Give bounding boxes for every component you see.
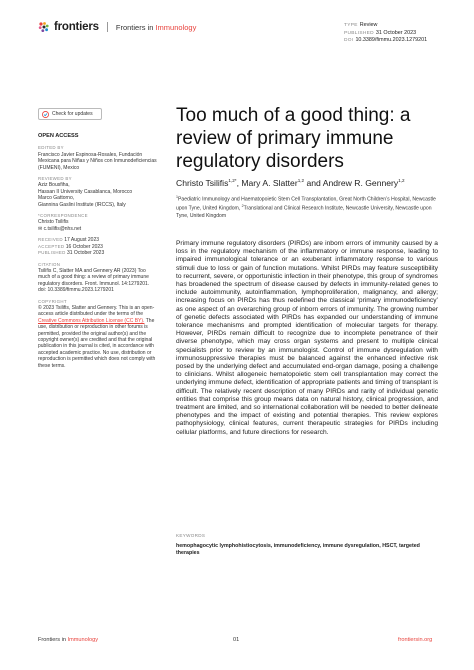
frontiers-logo-icon	[38, 21, 50, 33]
reviewed-by-block	[38, 176, 158, 208]
citation-label: CITATION	[38, 261, 61, 267]
reviewer-affiliation: Giannina Gaslini Institute (IRCCS), Italy	[38, 201, 126, 208]
copyright-post: The use, distribution or reproduction in other forums is permitted, provided the original author(s) and the copyright owner(s) are credited and that the original publication in this journal is cited, in accordance with accepted academic practice. No use, distribution or reproduction is permitted which does not comply with these terms.	[38, 317, 156, 369]
article-meta	[344, 22, 427, 45]
reviewer-name: Aziz Bousfiha,	[38, 182, 70, 189]
author-affiliation-marker: 1,2	[297, 178, 305, 184]
meta-key: DOI	[344, 38, 354, 44]
author-name[interactable]: Mary A. Slatter	[241, 178, 298, 188]
author-name[interactable]: Andrew R. Gennery	[322, 178, 399, 188]
footer-journal-highlight: Immunology	[67, 637, 98, 643]
journal-name	[116, 23, 196, 32]
reviewed-by-label: REVIEWED BY	[38, 176, 72, 182]
edited-by-label: EDITED BY	[38, 145, 64, 151]
article-title: Too much of a good thing: a review of primary immune regulatory disorders	[176, 105, 411, 172]
dates-block	[38, 237, 158, 256]
affiliation-2: Translational and Clinical Research Institute, Newcastle University, Newcastle upon Tyne, United Kingdom	[176, 205, 432, 219]
abstract: Primary immune regulatory disorders (PIRDs) are inborn errors of immunity caused by a loss in the regulatory mechanism of the inflammatory or immune response, leading to impaired immunological tolerance or an exuberant inflammatory response to various stimuli due to loss or gain of function mutations. Whilst PIRDs may feature susceptibility to recurrent, severe, or opportunistic infection in their phenotype, this group of syndromes has broadened the spectrum of disease caused by defects in immunity-related genes to include autoimmunity, autoinflammation, lymphoproliferation, malignancy, and allergy; increasing focus on PIRDs has thus redefined the classical ‘primary immunodeficiency’ as one aspect of an overarching group of inborn errors of immunity. The growing number of genetic defects associated with PIRDs has expanded our understanding of immune tolerance mechanisms and prompted identification of molecular targets for therapy. However, PIRDs remain difficult to recognize due to incomplete penetrance of their diverse phenotype, which may cross organ systems and present to multiple clinical specialists prior to review by an immunologist. Control of immune dysregulation with immunosuppressive therapies must be balanced against the enhanced infective risk posed by the underlying defect and accumulated end-organ damage, posing a challenge to clinicians. Whilst allogeneic hematopoietic stem cell transplantation may correct the underlying immune defect, identification of appropriate patients and timing of transplant is difficult. The relatively recent description of many PIRDs and rarity of individual genetic entities that comprise this group means data on natural history, clinical progression, and treatment are limited, and so international collaboration will be needed to better delineate phenotypes and the impact of existing and potential therapies. This review explores pathophysiology, clinical features, current therapeutic strategies for PIRDs including cellular platforms, and future directions for research.	[176, 240, 438, 436]
accepted-date: 16 October 2023	[65, 243, 103, 250]
meta-type	[344, 22, 427, 30]
keywords: hemophagocytic lymphohistiocytosis, immunodeficiency, immune dysregulation, HSCT, targeted therapies	[176, 543, 420, 556]
meta-doi[interactable]	[344, 37, 427, 45]
author-name[interactable]: Christo Tsilifis	[176, 178, 229, 188]
footer-site-link[interactable]: frontiersin.org	[398, 637, 433, 643]
received-date: 17 August 2023	[64, 237, 100, 244]
published-date: 31 October 2023	[66, 250, 105, 257]
copyright-block	[38, 299, 158, 369]
received-label: RECEIVED	[38, 237, 63, 243]
open-access-label: OPEN ACCESS	[38, 133, 79, 139]
edited-by-block	[38, 145, 158, 171]
accepted-label: ACCEPTED	[38, 243, 65, 249]
check-for-updates-button[interactable]	[38, 108, 102, 120]
author-list: Christo Tsilifis$^{1,2*}$, Mary A. Slatter$^{1,2}$ and Andrew R. Gennery$^{1,2}$	[176, 178, 405, 188]
frontiers-logo[interactable]	[38, 21, 196, 33]
page-number: 01	[233, 637, 240, 643]
affiliation-marker: 1	[176, 195, 178, 199]
citation-block	[38, 262, 158, 294]
footer-journal-prefix: Frontiers in	[38, 637, 68, 643]
correspondence-block	[38, 213, 158, 232]
correspondence-name: Christo Tsilifis	[38, 219, 69, 226]
article-sidebar	[38, 133, 158, 374]
reviewer-name: Marco Gattorno,	[38, 195, 75, 202]
email-icon: ✉	[38, 225, 44, 232]
check-updates-label: Check for updates	[52, 111, 93, 117]
correspondence-label: *CORRESPONDENCE	[38, 213, 88, 219]
journal-prefix: Frontiers in	[115, 22, 156, 32]
doi-link[interactable]: 10.3389/fimmu.2023.1279201	[355, 37, 428, 44]
editor: Francisco Javier Espinosa-Rosales, Fundación Mexicana para Niñas y Niños con Inmunodeficiencias (FUMENI), Mexico	[38, 151, 157, 171]
affiliations	[176, 194, 436, 219]
header-divider	[107, 22, 108, 32]
footer-journal	[38, 637, 98, 643]
affiliation-1: Paediatric Immunology and Haematopoietic Stem Cell Transplantation, Great North Children’s Hospital, Newcastle upon Tyne, United Kingdom,	[176, 196, 436, 212]
affiliation-marker: 2	[241, 204, 244, 209]
author-affiliation-marker: 1,2*	[228, 178, 237, 184]
meta-key: PUBLISHED	[344, 30, 374, 36]
author-affiliation-marker: 1,2	[398, 178, 405, 184]
published-label: PUBLISHED	[38, 250, 66, 256]
meta-key: TYPE	[344, 23, 358, 28]
meta-published	[344, 30, 427, 38]
journal-highlight: Immunology	[155, 22, 197, 32]
correspondence-email[interactable]: c.tsilifis@nhs.net	[43, 225, 82, 232]
copyright-label: COPYRIGHT	[38, 298, 67, 304]
brand-name: frontiers	[54, 21, 99, 33]
license-link[interactable]: Creative Commons Attribution License (CC BY).	[38, 317, 145, 324]
copyright-text	[38, 305, 158, 369]
meta-value: Review	[359, 22, 378, 28]
correspondence-email-row[interactable]	[38, 226, 158, 232]
check-updates-icon	[42, 111, 49, 118]
reviewer-affiliation: Hassan II University Casablanca, Morocco	[38, 188, 133, 195]
copyright-pre: © 2023 Tsilifis, Slatter and Gennery. This is an open-access article distributed under the terms of the	[38, 304, 155, 318]
citation-text: Tsilifis C, Slatter MA and Gennery AR (2023) Too much of a good thing: a review of primary immune regulatory disorders. Front. Immunol. 14:1279201. doi: 10.3389/fimmu.2023.1279201	[38, 267, 150, 294]
keywords-label: KEYWORDS	[176, 533, 206, 538]
meta-value: 31 October 2023	[375, 29, 417, 36]
